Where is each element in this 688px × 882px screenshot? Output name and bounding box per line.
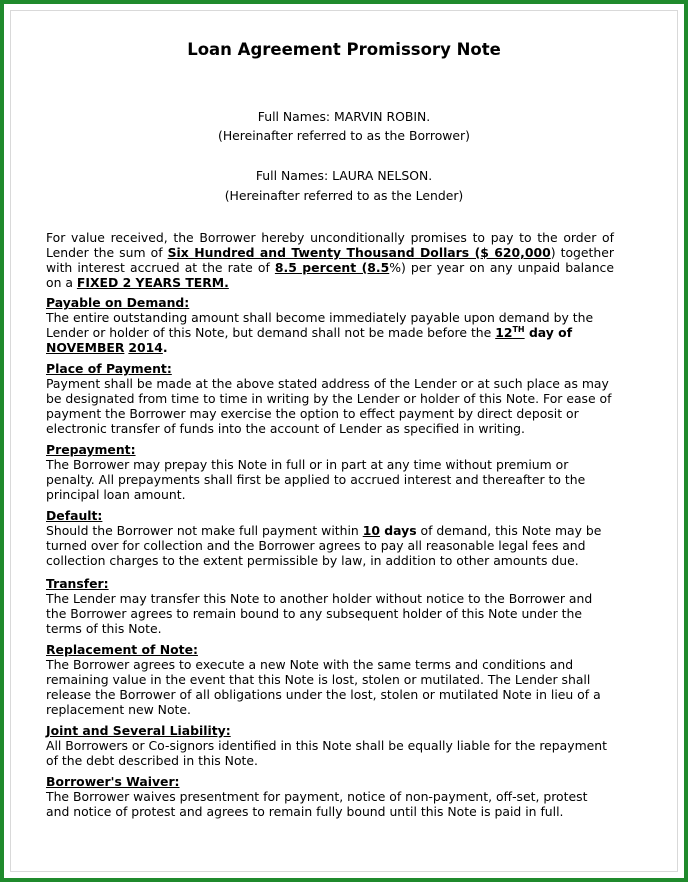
section-title-joint: Joint and Several Liability: [46, 723, 231, 738]
section-title-default: Default: [46, 508, 103, 523]
intro-text: For value received, the Borrower hereby unconditionally promises to pay to the order of Lender the sum of [46, 230, 614, 260]
section-title-waiver: Borrower's Waiver: [46, 774, 180, 789]
loan-amount: Six Hundred and Twenty Thousand Dollars ($ 620,000 [167, 245, 551, 260]
default-days: 10 [362, 523, 380, 538]
interest-rate: 8.5 percent (8.5 [274, 260, 390, 275]
document-title: Loan Agreement Promissory Note [187, 40, 501, 59]
section-title-prepayment: Prepayment: [46, 442, 136, 457]
section-text-transfer: The Lender may transfer this Note to another holder without notice to the Borrower and the Borrower agrees to remain bound to any subsequent holder of this Note under the terms of this Note. [46, 591, 593, 636]
due-day [495, 325, 524, 340]
section-title-place: Place of Payment: [46, 361, 172, 376]
payable-text: The entire outstanding amount shall become immediately payable upon demand by the Lender or holder of this Note, but demand shall not be made before the [46, 310, 594, 340]
default-text: of demand, this Note may be turned over for collection and the Borrower agrees to pay all reasonable legal fees and collection charges to the extent permissible by law, in addition to other amounts due. [46, 523, 602, 568]
section-text-waiver: The Borrower waives presentment for payment, notice of non-payment, off-set, protest and notice of protest and agrees to remain fully bound until this Note is paid in full. [46, 789, 588, 819]
default-days-label: days [379, 523, 417, 538]
section-title-payable: Payable on Demand: [46, 295, 190, 310]
due-day-number: 12 [495, 325, 513, 340]
section-text-default [46, 523, 614, 568]
borrower-name: Full Names: MARVIN ROBIN. [257, 109, 431, 124]
due-year: 2014 [128, 340, 163, 355]
intro-text: ) together with interest accrued at the rate of [46, 245, 614, 275]
section-text-prepayment: The Borrower may prepay this Note in full or in part at any time without premium or penalty. All prepayments shall first be applied to accrued interest and thereafter to the principal loan amount. [46, 457, 586, 502]
section-text-payable [46, 310, 614, 355]
payable-text: day of [524, 325, 573, 340]
due-day-suffix: TH [512, 324, 525, 334]
section-title-replacement: Replacement of Note: [46, 642, 198, 657]
document-body [46, 230, 614, 819]
section-text-replacement: The Borrower agrees to execute a new Note with the same terms and conditions and remaining value in the event that this Note is lost, stolen or mutilated. The Lender shall release the Borrower of all obligations under the lost, stolen or mutilated Note in lieu of a replacement new Note. [46, 657, 601, 717]
section-text-place: Payment shall be made at the above stated address of the Lender or at such place as may be designated from time to time in writing by the Lender or holder of this Note. For ease of payment the Borrower may exercise the option to effect payment by direct deposit or electronic transfer of funds into the account of Lender as specified in writing. [46, 376, 612, 436]
borrower-reference: (Hereinafter referred to as the Borrower) [217, 128, 470, 143]
default-text: Should the Borrower not make full payment within [46, 523, 363, 538]
intro-paragraph [46, 230, 614, 290]
section-title-transfer: Transfer: [46, 576, 109, 591]
loan-term: FIXED 2 YEARS TERM. [76, 275, 229, 290]
payable-text: . [162, 340, 168, 355]
lender-name: Full Names: LAURA NELSON. [255, 168, 433, 183]
due-month: NOVEMBER [46, 340, 125, 355]
intro-text: %) per year on any unpaid balance on a [46, 260, 614, 290]
lender-reference: (Hereinafter referred to as the Lender) [224, 188, 464, 203]
section-text-joint: All Borrowers or Co-signors identified in this Note shall be equally liable for the repayment of the debt described in this Note. [46, 738, 607, 768]
